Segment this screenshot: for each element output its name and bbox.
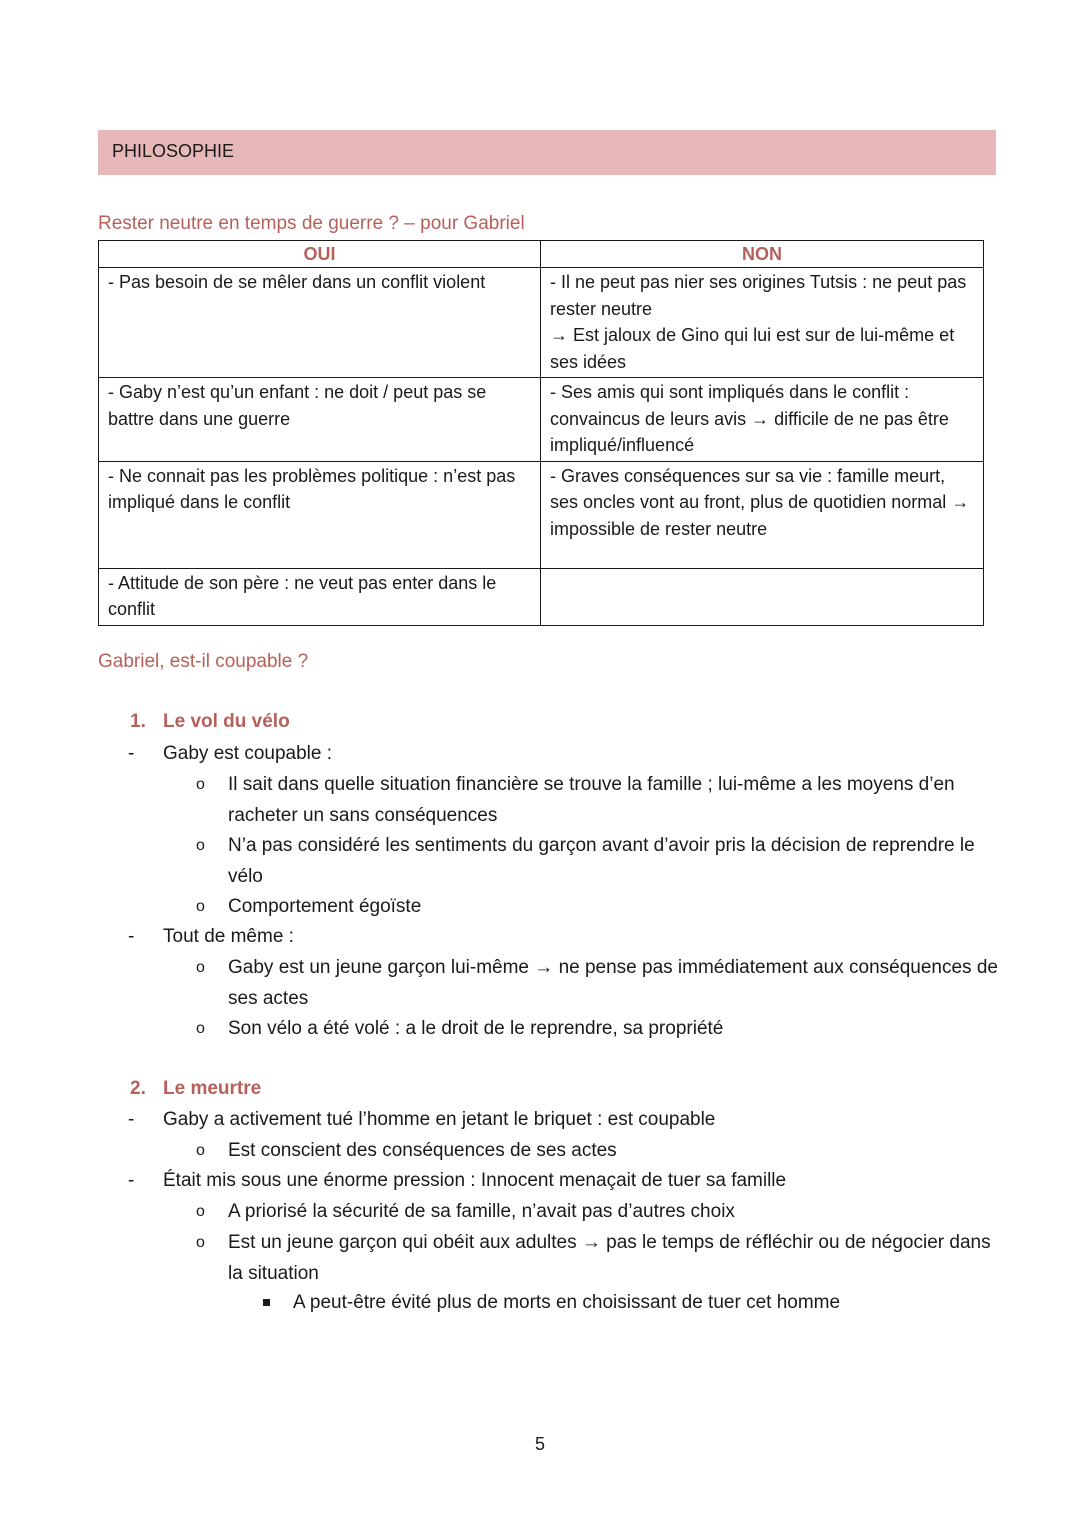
page-header-title: PHILOSOPHIE (112, 141, 235, 161)
list-item: Gaby est un jeune garçon lui-même → ne pense pas immédiatement aux conséquences de ses actes (228, 957, 998, 1009)
cell-oui: - Pas besoin de se mêler dans un conflit violent (99, 268, 541, 378)
subheading-bike-theft (130, 711, 290, 733)
subheading-text: Le meurtre (163, 1078, 262, 1099)
cell-non-text: - Ses amis qui sont impliqués dans le conflit : convaincus de leurs avis (550, 382, 910, 429)
list-item: Son vélo a été volé : a le droit de le reprendre, sa propriété (228, 1018, 724, 1039)
cell-non-text: - Graves conséquences sur sa vie : famille meurt, ses oncles vont au front, plus de quotidien normal (550, 465, 947, 512)
circle-bullet-icon: o (196, 1234, 205, 1251)
list-item: Gaby est coupable : (163, 743, 332, 764)
cell-oui: - Attitude de son père : ne veut pas enter dans le conflit (99, 568, 541, 625)
cell-non-text: Est jaloux de Gino qui lui est sur de lui-même et ses idées (550, 325, 955, 372)
arrow-icon: → (751, 408, 770, 429)
circle-bullet-icon: o (196, 1142, 205, 1159)
cell-non-empty (541, 568, 984, 625)
cell-oui: - Gaby n’est qu’un enfant : ne doit / peut pas se battre dans une guerre (99, 378, 541, 462)
cell-non-text: - Il ne peut pas nier ses origines Tutsis : ne peut pas rester neutre (550, 272, 967, 319)
pros-cons-table (98, 240, 984, 626)
circle-bullet-icon: o (196, 776, 205, 793)
column-header-non: NON (541, 241, 984, 268)
arrow-icon: → (550, 325, 568, 345)
list-item: Il sait dans quelle situation financière se trouve la famille ; lui-même a les moyens d’en racheter un sans conséquences (228, 774, 955, 826)
circle-bullet-icon: o (196, 1203, 205, 1220)
circle-bullet-icon: o (196, 898, 205, 915)
subheading-number: 2. (130, 1078, 146, 1099)
list-item: Comportement égoïste (228, 896, 422, 917)
dash-bullet: - (128, 1109, 135, 1130)
subheading-text: Le vol du vélo (163, 711, 290, 732)
arrow-icon: → (581, 1232, 601, 1253)
circle-bullet-icon: o (196, 1020, 205, 1037)
table-row (99, 268, 984, 378)
header-band (98, 130, 996, 175)
column-header-oui: OUI (99, 241, 541, 268)
circle-bullet-icon: o (196, 837, 205, 854)
cell-non (541, 461, 984, 568)
section-title-neutrality: Rester neutre en temps de guerre ? – pour Gabriel (98, 213, 525, 234)
square-bullet-icon (263, 1299, 270, 1306)
cell-non-text: impossible de rester neutre (550, 518, 768, 539)
table-header-row (99, 241, 984, 268)
arrow-icon: → (951, 492, 970, 512)
cell-oui: - Ne connait pas les problèmes politique : n’est pas impliqué dans le conflit (99, 461, 541, 568)
arrow-icon: → (534, 957, 554, 978)
list-item: A peut-être évité plus de morts en choisissant de tuer cet homme (293, 1292, 841, 1313)
page-number: 5 (534, 1434, 545, 1454)
list-item: A priorisé la sécurité de sa famille, n’avait pas d’autres choix (228, 1201, 735, 1222)
list-item: Gaby a activement tué l’homme en jetant le briquet : est coupable (163, 1109, 716, 1130)
cell-non (541, 378, 984, 462)
dash-bullet: - (128, 926, 135, 947)
dash-bullet: - (128, 743, 135, 764)
list-item: Est conscient des conséquences de ses actes (228, 1140, 617, 1161)
table-row (99, 568, 984, 625)
list-item: Est un jeune garçon qui obéit aux adultes → pas le temps de réfléchir ou de négocier dans la situation (228, 1232, 991, 1284)
cell-non-text: difficile de ne pas être impliqué/influencé (550, 408, 949, 455)
circle-bullet-icon: o (196, 959, 205, 976)
cell-non (541, 268, 984, 378)
list-item: N’a pas considéré les sentiments du garçon avant d’avoir pris la décision de reprendre le vélo (228, 835, 975, 887)
subheading-murder (130, 1078, 261, 1100)
dash-bullet: - (128, 1170, 135, 1191)
list-item: Tout de même : (163, 926, 294, 947)
section-title-guilt: Gabriel, est-il coupable ? (98, 651, 309, 672)
table-row (99, 461, 984, 568)
list-item: Était mis sous une énorme pression : Innocent menaçait de tuer sa famille (163, 1170, 787, 1191)
table-row (99, 378, 984, 462)
subheading-number: 1. (130, 711, 146, 732)
